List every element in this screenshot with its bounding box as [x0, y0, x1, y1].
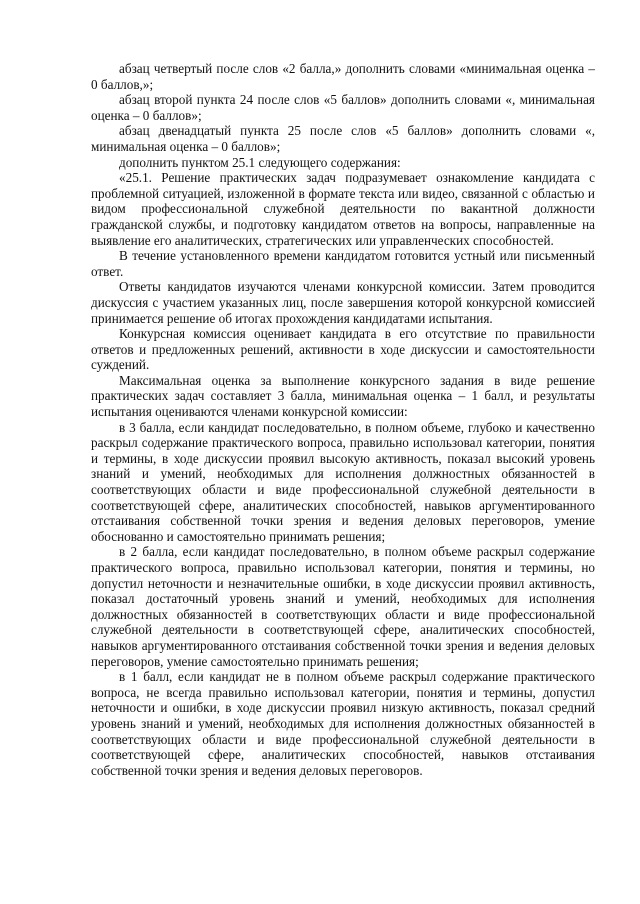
paragraph: в 3 балла, если кандидат последовательно, в полном объеме, глубоко и качественно раскрыл содержание практического вопроса, правильно использовал категории, понятия и термины, в ходе дискуссии проявил высокую активность, показал высокий уровень знаний и умений, необходимых для исполнения должностных обязанностей в соответствующих области и виде профессиональной служебной деятельности в соответствующей сфере, аналитических способностей, навыков аргументированного отстаивания собственной точки зрения и ведения деловых переговоров, умение обоснованно и самостоятельно принимать решения; — [91, 419, 595, 544]
paragraph: абзац четвертый после слов «2 балла,» дополнить словами «минимальная оценка – 0 баллов,»; — [91, 61, 595, 92]
paragraph: в 2 балла, если кандидат последовательно, в полном объеме раскрыл содержание практического вопроса, правильно использовал категории, понятия и термины, но допустил неточности и незначительные ошибки, в ходе дискуссии проявил активность, показал достаточный уровень знаний и умений, необходимых для исполнения должностных обязанностей в соответствующих области и виде профессиональной служебной деятельности в соответствующей сфере, аналитических способностей, навыков аргументированного отстаивания собственной точки зрения и ведения деловых переговоров, умение самостоятельно принимать решения; — [91, 544, 595, 669]
paragraph: Конкурсная комиссия оценивает кандидата в его отсутствие по правильности ответов и предложенных решений, активности в ходе дискуссии и самостоятельности суждений. — [91, 326, 595, 373]
paragraph: Ответы кандидатов изучаются членами конкурсной комиссии. Затем проводится дискуссия с участием указанных лиц, после завершения которой конкурсной комиссией принимается решение об итогах прохождения кандидатами испытания. — [91, 279, 595, 326]
paragraph: абзац двенадцатый пункта 25 после слов «5 баллов» дополнить словами «, минимальная оценка – 0 баллов»; — [91, 123, 595, 154]
paragraph: Максимальная оценка за выполнение конкурсного задания в виде решение практических задач составляет 3 балла, минимальная оценка – 1 балл, и результаты испытания оцениваются членами конкурсной комиссии: — [91, 372, 595, 420]
document-body — [91, 61, 595, 778]
paragraph: дополнить пунктом 25.1 следующего содержания: — [119, 154, 401, 170]
paragraph: В течение установленного времени кандидатом готовится устный или письменный ответ. — [91, 248, 595, 279]
paragraph: «25.1. Решение практических задач подразумевает ознакомление кандидата с проблемной ситуацией, изложенной в формате текста или видео, связанной с областью и видом профессиональной служебной деятельности по вакантной должности гражданской службы, и подготовку кандидатом ответов на вопросы, направленные на выявление его аналитических, стратегических или управленческих способностей. — [91, 170, 595, 248]
paragraph: в 1 балл, если кандидат не в полном объеме раскрыл содержание практического вопроса, не всегда правильно использовал категории, понятия и термины, допустил неточности и ошибки, в ходе дискуссии проявил низкую активность, показал средний уровень знаний и умений, необходимых для исполнения должностных обязанностей в соответствующих области и виде профессиональной служебной деятельности в соответствующей сфере, аналитических способностей, навыков отстаивания собственной точки зрения и ведения деловых переговоров. — [91, 669, 595, 778]
paragraph: абзац второй пункта 24 после слов «5 баллов» дополнить словами «, минимальная оценка – 0 баллов»; — [91, 92, 595, 123]
